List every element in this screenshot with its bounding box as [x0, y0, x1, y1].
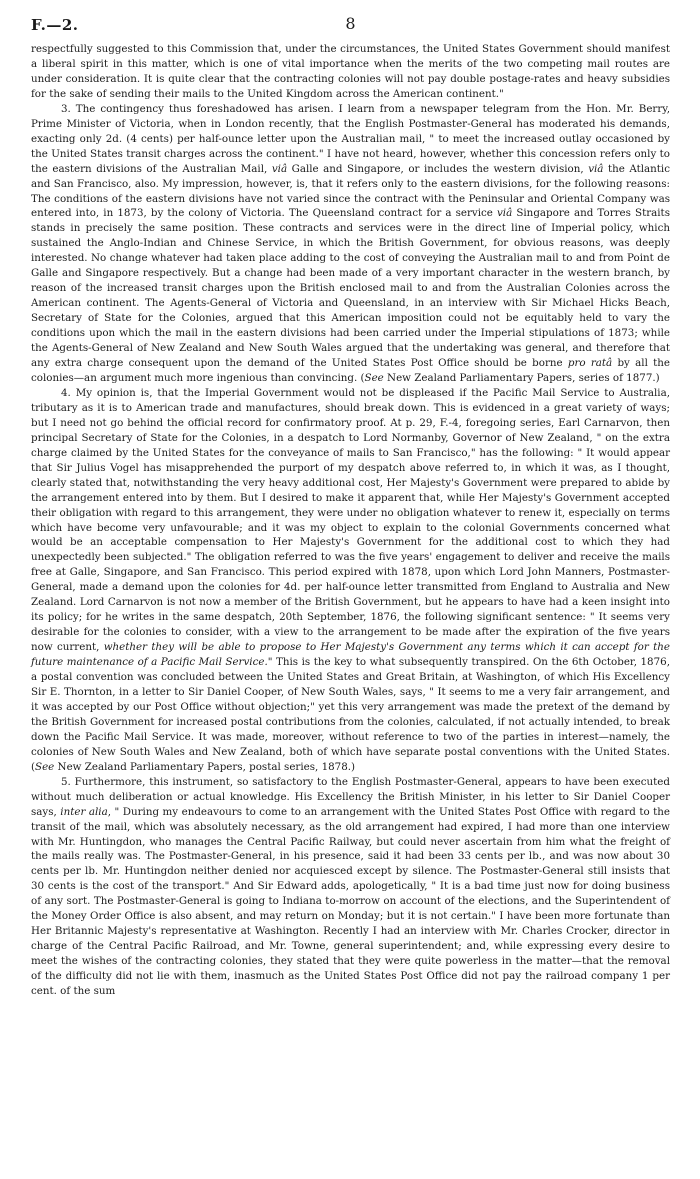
- text-run: " This is the key to what subsequently transpired. On the 6th October, 1876, a postal convention was concluded between the United States and Great Britain, at Washington, of which His Excellency Sir E. Thornton, in a letter to Sir Daniel Cooper, of New South Wales, says, " It seems to me a very fair arrangement, and it was accepted by our Post Office without objection;" yet this very arrangement was made the pretext of the demand by the British Government for increased postal contributions from the colonies, calculated, if not actually intended, to break down the Pacific Mail Service. It was made, moreover, without reference to two of the parties in interest—namely, the colonies of New South Wales and New Zealand, both of which have separate postal conventions with the United States. (: [31, 656, 670, 773]
- document-reference: F.—2.: [31, 16, 79, 34]
- text-run: 4. My opinion is, that the Imperial Government would not be displeased if the Pacific Mail Service to Australia, tributary as it is to American trade and manufactures, should break down. This is evidenced in a great variety of ways; but I need not go behind the official record for confirmatory proof. At p. 29, F.-4, foregoing series, Earl Carnarvon, then principal Secretary of State for the Colonies, in a despatch to Lord Normanby, Governor of New Zealand, " on the extra charge claimed by the United States for the conveyance of mails to San Francisco," has the following: " It would appear that Sir Julius Vogel has misapprehended the purport of my despatch above referred to, in which it was, as I thought, clearly stated that, notwithstanding the very heavy additional cost, Her Majesty's Government were prepared to abide by the arrangement entered into by them. But I desired to make it apparent that, while Her Majesty's Government accepted their obligation with regard to this arrangement, they were under no obligation whatever to renew it, especially on terms which have become very unfavourable; and it was my object to explain to the colonial Governments concerned what would be an acceptable compensation to Her Majesty's Government for the additional cost to which they had unexpectedly been subjected." The obligation referred to was the five years' engagement to deliver and receive the mails free at Galle, Singapore, and San Francisco. This period expired with 1878, upon which Lord John Manners, Postmaster-General, made a demand upon the colonies for 4d. per half-ounce letter transmitted from England to Australia and New Zealand. Lord Carnarvon is not now a member of the British Government, but he appears to have had a keen insight into its policy; for he writes in the same despatch, 20th September, 1876, the following significant sentence: " It seems very desirable for the colonies to consider, with a view to the arrangement to be made after the expiration of the five years now current,: [31, 386, 670, 654]
- italic-text-run: viâ: [271, 162, 288, 175]
- italic-text-run: See: [364, 371, 384, 384]
- text-run: 5. Furthermore, this instrument, so satisfactory to the English Postmaster-General, appears to have been executed without much deliberation or actual knowledge. His Excellency the British Minister, in his letter to Sir Daniel Cooper says,: [31, 775, 670, 818]
- paragraph-5: [31, 775, 670, 999]
- text-run: respectfully suggested to this Commission that, under the circumstances, the United States Government should manifest a liberal spirit in this matter, which is one of vital importance when the merits of the two competing mail routes are under consideration. It is quite clear that the contracting colonies will not pay double postage-rates and heavy subsidies for the sake of sending their mails to the United Kingdom across the American continent.": [31, 43, 670, 100]
- paragraph-continuation: [31, 42, 670, 102]
- italic-text-run: See: [35, 760, 55, 773]
- italic-text-run: inter alia: [60, 805, 108, 818]
- text-run: the Atlantic and San Francisco, also. My impression, however, is, that it refers only to the eastern divisions, for the following reasons: The conditions of the eastern divisions have not varied since the contract with the Peninsular and Oriental Company was entered into, in 1873, by the colony of Victoria. The Queensland contract for a service: [31, 162, 670, 220]
- text-run: by all the colonies—an argument much more ingenious than convincing. (: [31, 357, 670, 384]
- paragraph-4: [31, 386, 670, 775]
- paragraph-3: [31, 102, 670, 386]
- italic-text-run: whether they will be able to propose to Her Majesty's Government any terms which it can accept for the future maintenance of a Pacific Mail Service.: [31, 641, 670, 669]
- text-run: , " During my endeavours to come to an arrangement with the United States Post Office with regard to the transit of the mail, which was absolutely necessary, as the old arrangement had expired, I had more than one interview with Mr. Huntingdon, who manages the Central Pacific Railway, but could never ascertain from him what the freight of the mails really was. The Postmaster-General, in his presence, said it had been 33 cents per lb., and was now about 30 cents per lb. Mr. Huntingdon neither denied nor acquiesced except by silence. The Postmaster-General still insists that 30 cents is the cost of the transport." And Sir Edward adds, apologetically, " It is a bad time just now for doing business of any sort. The Postmaster-General is going to Indiana to-morrow on account of the elections, and the Superintendent of the Money Order Office is also absent, and may return on Monday; but it is not certain." I have been more fortunate than Her Britannic Majesty's representative at Washington. Recently I had an interview with Mr. Charles Crocker, director in charge of the Central Pacific Railroad, and Mr. Towne, general superintendent; and, while expressing every desire to meet the wishes of the contracting colonies, they stated that they were quite powerless in the matter—that the removal of the difficulty did not lie with them, inasmuch as the United States Post Office did not pay the railroad company 1 per cent. of the sum: [31, 805, 671, 998]
- text-run: New Zealand Parliamentary Papers, series of 1877.): [383, 371, 660, 384]
- text-run: 3. The contingency thus foreshadowed has arisen. I learn from a newspaper telegram from the Hon. Mr. Berry, Prime Minister of Victoria, when in London recently, that the English Postmaster-General has moderated his demands, exacting only 2d. (4 cents) per half-ounce letter upon the Australian mail, " to meet the increased outlay occasioned by the United States transit charges across the continent." I have not heard, however, whether this concession refers only to the eastern divisions of the Australian Mail,: [31, 102, 670, 175]
- text-run: New Zealand Parliamentary Papers, postal series, 1878.): [54, 760, 356, 773]
- text-run: Singapore and Torres Straits stands in precisely the same position. These contracts and services were in the direct line of Imperial policy, which sustained the Anglo-Indian and Chinese Service, in which the British Government, for obvious reasons, was deeply interested. No change whatever had taken place adding to the cost of conveying the Australian mail to and from Point de Galle and Singapore respectively. But a change had been made of a very important character in the western branch, by reason of the increased transit charges upon the British enclosed mail to and from the Australian Colonies across the American continent. The Agents-General of Victoria and Queensland, in an interview with Sir Michael Hicks Beach, Secretary of State for the Colonies, argued that this American imposition could not be equitably held to vary the conditions upon which the mail in the eastern divisions had been carried under the Imperial stipulations of 1873; while the Agents-General of New Zealand and New South Wales argued that the undertaking was general, and therefore that any extra charge consequent upon the demand of the United States Post Office should be borne: [31, 207, 670, 370]
- body-text: [31, 42, 670, 999]
- italic-text-run: pro ratâ: [567, 357, 613, 370]
- page-number: 8: [345, 14, 356, 33]
- text-run: Galle and Singapore, or includes the western division,: [287, 162, 589, 175]
- italic-text-run: viâ: [496, 207, 513, 220]
- page-header: [31, 10, 670, 36]
- italic-text-run: viâ: [588, 162, 604, 175]
